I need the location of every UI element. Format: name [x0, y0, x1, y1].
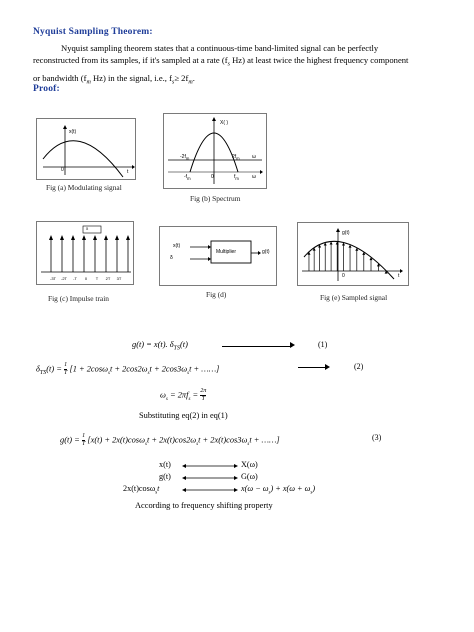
impulse-arrowhead [93, 235, 97, 240]
fig-b-ylabel: X( ) [220, 120, 229, 126]
figure-b-spectrum [163, 113, 267, 189]
equation-1-number: (1) [318, 340, 328, 349]
equation-3-number: (3) [372, 433, 382, 442]
pair-1-double-arrow [181, 462, 239, 470]
fig-b-tick-pos2: $2f_m$ [232, 154, 240, 161]
pair-1-left: x(t) [159, 460, 171, 469]
equation-2-fraction: $\frac{1}{T}$ [64, 362, 68, 376]
equation-1-arrowhead [290, 342, 295, 348]
omega-relation: $\omega_s = 2\pi f_s$ = $\frac{2\pi}{T}$ [160, 388, 207, 403]
fig-d-input-x: x(t) [173, 243, 181, 249]
fig-a-caption: Fig (a) Modulating signal [46, 183, 122, 192]
fig-e-caption: Fig (e) Sampled signal [320, 293, 388, 302]
equation-3-fraction: $\frac{1}{T}$ [81, 433, 86, 447]
fig-b-omega-lower: ω [252, 174, 256, 180]
figure-a-modulating-signal [36, 118, 136, 180]
pair-3-right: $x(\omega - \omega_s) + x(\omega + \omega_s)$ [241, 484, 316, 496]
impulse-arrowhead [104, 235, 108, 240]
pair-2-double-arrow [181, 474, 239, 482]
impulse-arrowhead [126, 235, 130, 240]
fig-a-ylabel: x(t) [69, 129, 77, 135]
figure-d-plot [160, 227, 276, 285]
fig-b-tick-neg1: $-f_m$ [184, 174, 191, 181]
fig-d-output: g(t) [262, 249, 270, 255]
equation-1: g(t) = x(t). $\delta_{TS}(t)$ [132, 340, 188, 352]
equation-2-arrowhead [325, 364, 330, 370]
fig-b-tick-neg2: $-2f_m$ [180, 154, 190, 161]
impulse-arrowhead [71, 235, 75, 240]
fig-e-origin: 0 [342, 273, 345, 279]
impulse-arrowhead [82, 235, 86, 240]
figure-a-plot [37, 119, 135, 179]
intro-line-1: Nyquist sampling theorem states that a continuous-time band-limited signal can be perfectly [61, 43, 379, 53]
omega-fraction: $\frac{2\pi}{T}$ [200, 388, 207, 402]
pair-2-left: g(t) [159, 472, 171, 481]
fig-a-tlabel: t [127, 169, 129, 175]
fig-d-caption: Fig (d) [206, 290, 227, 299]
figure-d-block-diagram [159, 226, 277, 286]
fig-e-tlabel: t [398, 273, 400, 279]
impulse-tick-label: 0 [84, 276, 88, 281]
equation-2-number: (2) [354, 362, 364, 371]
fig-b-omega-upper: ω [252, 154, 256, 160]
equation-3: g(t) = $\frac{1}{T}$ [$x(t) + 2x(t)\cos\omega_st + 2x(t)\cos 2\omega_st + 2x(t)\cos 3\omega_st$ + ……] [60, 433, 280, 448]
impulse-tick-label: 2T [105, 276, 111, 281]
impulse-arrowhead [60, 235, 64, 240]
pair-3-left: 2x(t)cosω$_s$t [123, 484, 160, 496]
pair-3-double-arrow [181, 486, 239, 494]
equation-2: $\delta_{TS}(t)$ = $\frac{1}{T}$ [$1 + 2\cos\omega_st + 2\cos 2\omega_st + 2\cos 3\omega_st$ + ……] [36, 362, 220, 377]
figure-c-plot [37, 222, 133, 284]
equation-2-arrow [298, 367, 326, 368]
impulse-tick-label: T [95, 276, 99, 281]
proof-label: Proof: [33, 84, 60, 94]
fig-a-origin: 0 [61, 167, 64, 173]
figure-e-plot [298, 223, 408, 285]
fig-b-tick-pos1: $f_m$ [234, 174, 239, 181]
impulse-tick-label: -3T [50, 276, 56, 281]
figure-c-impulse-train [36, 221, 134, 285]
fig-b-caption: Fig (b) Spectrum [190, 194, 241, 203]
figure-b-plot [164, 114, 266, 188]
intro-line-3: or bandwidth ($f_m$ Hz) in the signal, i.e., $f_s\ge 2f_m$. [33, 72, 195, 86]
fig-d-input-delta: δ [170, 255, 173, 261]
impulse-tick-label: -T [73, 276, 77, 281]
impulse-tick-label: -2T [61, 276, 67, 281]
pair-1-right: X(ω) [241, 460, 258, 469]
substituting-text: Substituting eq(2) in eq(1) [139, 411, 228, 420]
equation-1-arrow [222, 346, 292, 347]
impulse-arrowhead [115, 235, 119, 240]
section-title: Nyquist Sampling Theorem: [33, 27, 153, 37]
fig-e-ylabel: g(t) [342, 230, 350, 236]
fig-b-tick-zero: 0 [211, 174, 214, 180]
intro-line-2: reconstructed from its samples, if it's sampled at a rate ($f_s$ Hz) at least twice the highest frequency component [33, 55, 409, 69]
fig-d-block-label: Multiplier [216, 249, 237, 255]
impulse-tick-label: 3T [116, 276, 122, 281]
footer-note: According to frequency shifting property [135, 501, 273, 510]
impulse-arrowhead [49, 235, 53, 240]
intro-paragraph [33, 42, 443, 89]
figure-e-sampled-signal [297, 222, 409, 286]
fig-c-box-label: δ [86, 226, 89, 231]
pair-2-right: G(ω) [241, 472, 258, 481]
fig-c-caption: Fig (c) Impulse train [48, 294, 109, 303]
